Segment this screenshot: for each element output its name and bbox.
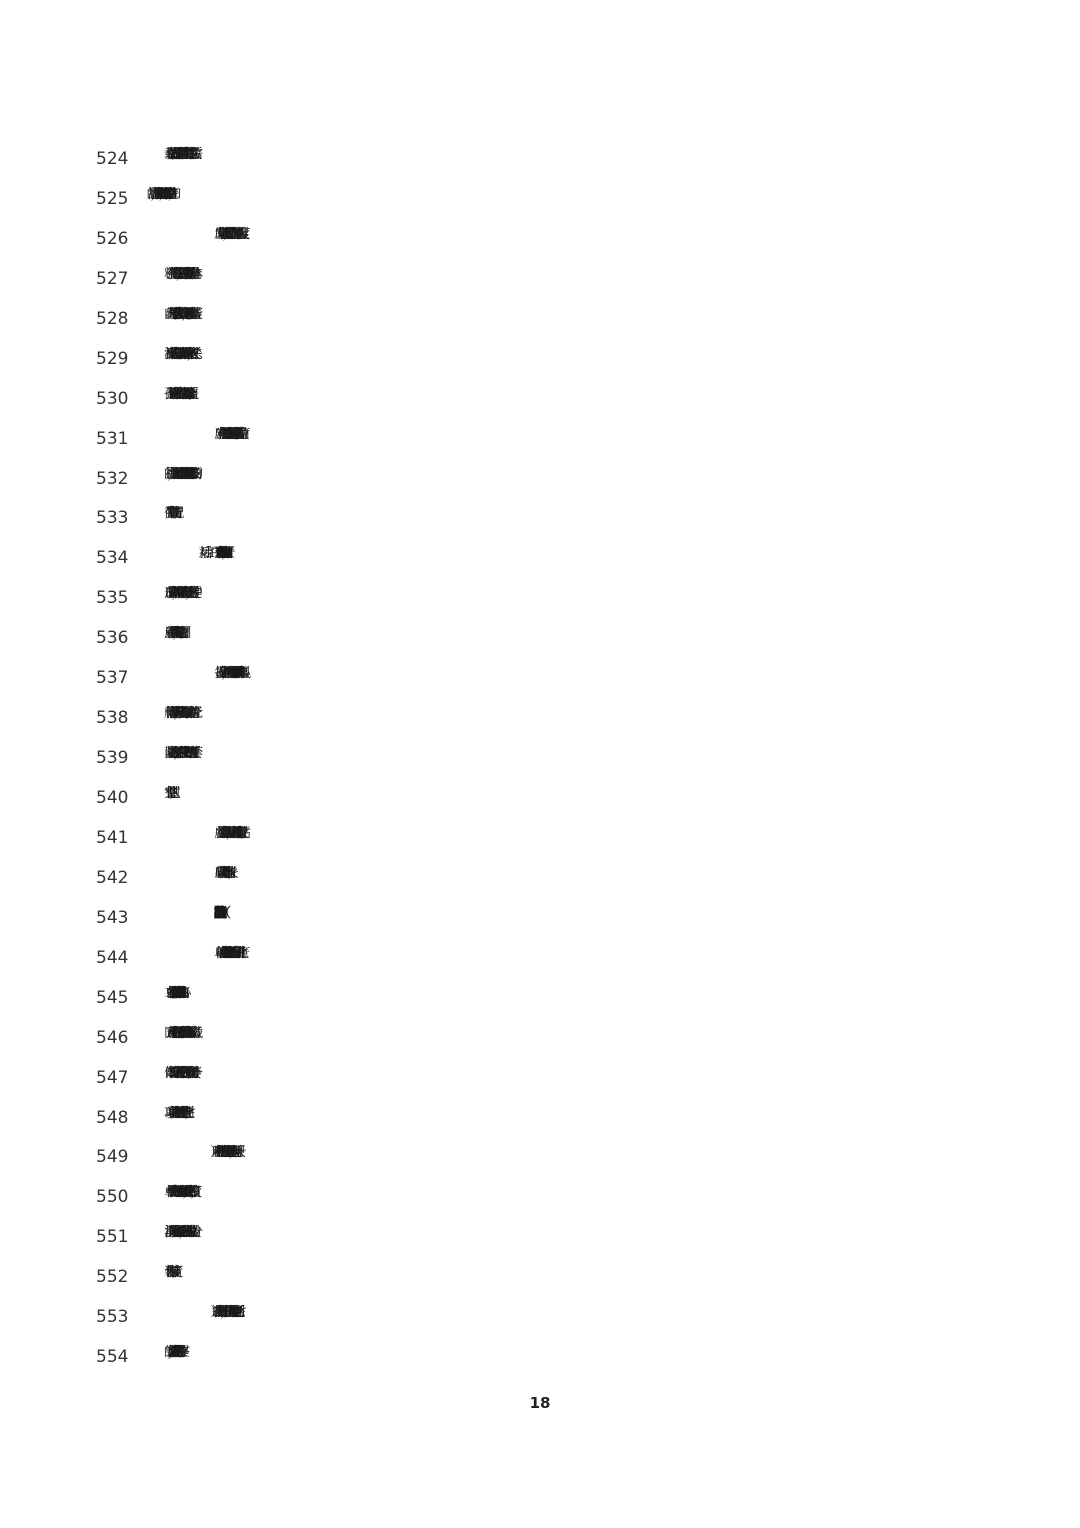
line-number: 529 [96,348,129,369]
line-number: 536 [96,628,129,649]
text-line [0,614,1080,654]
line-text: 孢子剂效果确认时指示剂位点的选择、设备表面是否全覆盖。 [164,386,189,402]
line-text: 装体积和分装精度。 [164,1265,173,1281]
line-number: 548 [96,1107,129,1128]
line-number: 549 [96,1147,129,1168]
line-text: 项或多项功能。该设备一般搭配配套的一次性耗材。 [164,1105,185,1121]
line-number: 527 [96,268,129,289]
text-line [0,295,1080,335]
line-text: 单功能或多功能细胞处理设备是细胞治疗产品密闭自动化生产 [214,945,239,961]
text-line [0,1253,1080,1293]
line-text: 内部无菌环境的有效性。监测数据应有记录，并可被追溯。隔离器废 [164,306,192,322]
line-text: 应关注细胞产品批次间切换时，隔离器防污染措施和有效性评估。 [214,825,241,841]
text-line [0,335,1080,375]
line-number: 544 [96,947,129,968]
text-line [0,1333,1080,1373]
line-text: 液排出系统应确认防污染情况；隔离器内如配备生产设备，应关注杀 [164,346,192,362]
line-text: 完整性测试。 [164,786,170,801]
line-text: 同方式对细胞进行包括但不限于单个核细胞分离、血浆去除、病毒载 [164,1025,192,1041]
line-number: 543 [96,907,129,928]
line-number: 553 [96,1307,129,1328]
line-text: 舱体等进行清洁和消毒，清洁和消毒方式应经过确认。应定期检查无 [164,706,192,722]
text-line [0,694,1080,734]
line-number: 531 [96,428,129,449]
line-number: 528 [96,308,129,329]
line-text [214,538,940,570]
text-line [0,894,1080,934]
text-line [0,974,1080,1014]
line-text: 粒子、微生物等进行在线监测，以确保整个生产操作过程中操作舱体 [164,266,192,282]
line-number: 542 [96,867,129,888]
line-number: 530 [96,388,129,409]
line-number: 551 [96,1227,129,1248]
text-line [0,455,1080,495]
text-line [0,934,1080,974]
text-line [0,574,1080,614]
line-number: 554 [96,1347,129,1368]
line-number: 526 [96,228,129,249]
line-number: 524 [96,149,129,169]
line-text: 经过验证，如 VHP 的注射率，注射量和注射时间，通风时间等。 [164,186,165,202]
text-line [0,135,1080,175]
line-number: 539 [96,748,129,769]
line-number: 550 [96,1187,129,1208]
text-line [0,1293,1080,1333]
text-line [0,175,1080,215]
line-number: 534 [96,548,129,569]
line-number: 552 [96,1267,129,1288]
line-text: 单个核细胞分离的起始细胞数量和体积的上限，分离后的体积精度， [164,1185,192,1201]
line-text: 1）应对不同程序的细胞处理能力上限进行确认，包括但不限于 [214,1145,235,1161]
text-line [0,1213,1080,1253]
text-line [0,654,1080,694]
line-number: 533 [96,508,129,529]
line-number: 538 [96,708,129,729]
line-number: 537 [96,668,129,689]
text-line [0,1094,1080,1134]
text-line [0,1054,1080,1094]
text-line [0,854,1080,894]
text-line [0,814,1080,854]
line-text: 2）设备在生产使用过程中，存在较多人为干预操作（包括耗材 [214,1305,235,1321]
text-line [0,415,1080,455]
line-text: 工艺中的核心设备。设备采用轴向离心/逆向流离心/旋转膜过滤等不 [164,985,175,1001]
text-line [0,215,1080,255]
line-number: 547 [96,1067,129,1088]
body-text [0,135,1080,1373]
line-number: 546 [96,1027,129,1048]
line-number: 541 [96,827,129,848]
line-text: 应确认隔离器无菌状态维持时长。 [214,865,228,881]
section-heading [218,898,940,930]
line-text: 的安装，管路无菌热合等），应建立相关的操作程序。 [164,1345,180,1361]
line-number: 545 [96,987,129,1008]
text-line [0,255,1080,295]
text-line [0,494,1080,534]
text-line [0,1014,1080,1054]
line-text: 体离心转导、分选磁珠孵育、细胞分选、洗涤浓缩以及制剂分装等一 [164,1065,192,1081]
line-number: 540 [96,788,129,808]
text-line [0,1173,1080,1213]
line-text: 应遵循无菌操作要求，避免触碰密封圈。 [164,626,181,642]
line-number: 532 [96,468,129,489]
text-line [0,774,1080,814]
line-number: 525 [96,188,129,209]
page-number: 18 [529,1394,551,1412]
line-text: 形成的外露密封圈，应及时用无菌的消毒剂进行处理，在传递过程中 [164,586,192,602]
text-line [0,734,1080,774]
text-line [0,1133,1080,1173]
text-line [0,375,1080,415]
line-text: 应建立在传递舱使用杀孢子剂消除细胞样本表面活性生物负荷 [214,426,239,442]
line-text: 菌隔离器的密封完整性，至少应在每批生产的开始和结束时进行手套 [164,746,192,762]
line-text: 载量和装载方式。使用杀孢子剂消除活性生物负荷程序的工艺参数需 [164,147,192,162]
line-text: 应制定环境监测措施，对操作舱体内部的压差、风速、温湿度、 [214,226,240,242]
line-text: 的程序，关注此过程对细胞样本可能造成的影响和细胞样本外表面的 [164,466,192,482]
line-text: 洗涤收获可处理体积和细胞量的上限，分装程序的最大分装袋数、分 [164,1225,192,1241]
line-text: 每批次产品生产前，应对隔离器内舱体、温控模块舱体和离心机 [214,666,240,682]
text-line [0,534,1080,574]
line-number: 535 [96,588,129,609]
line-text: 微生物负载监测情况。 [164,506,174,522]
